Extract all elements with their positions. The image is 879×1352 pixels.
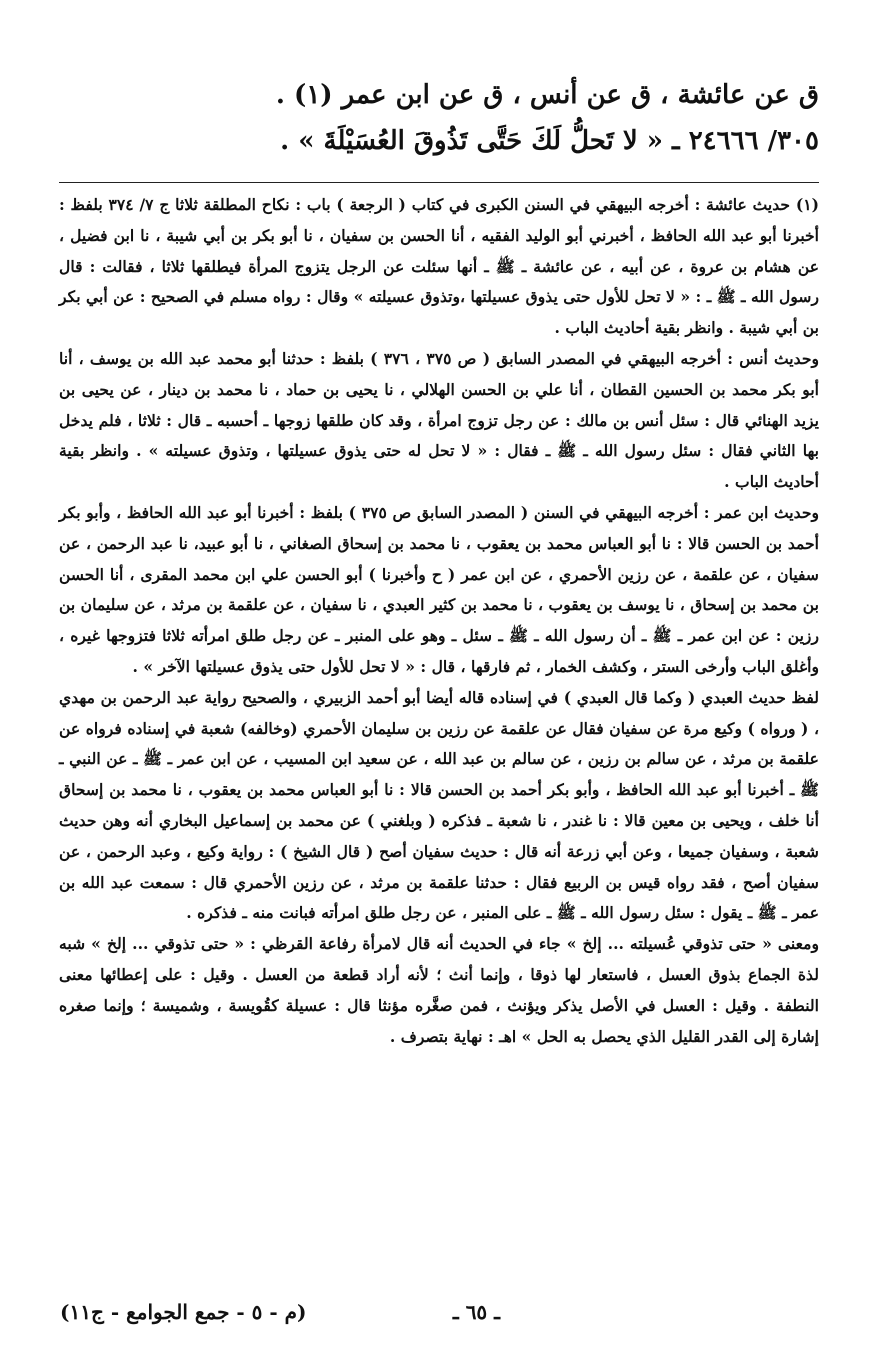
page-footer: [60, 1300, 820, 1340]
footnote-separator: [59, 182, 819, 183]
footnote-paragraph-abdi: لفظ حديث العبدي ( وكما قال العبدي ) في إسناده قاله أيضا أبو أحمد الزبيري ، والصحيح رواية عبد الرحمن بن مهدي ، ( ورواه ) وكيع مرة عن سفيان فقال عن علقمة عن رزين بن سليمان الأحمري (وخالفه) شعبة في إسناده فرواه عن علقمة بن مرثد ، عن سالم بن رزين ، عن سالم بن عبد الله ، عن سعيد ابن المسيب ، عن ابن عمر ـ ﷺ ـ عن النبي ـ ﷺ ـ أخبرنا أبو عبد الله الحافظ ، وأبو بكر أحمد بن الحسن قالا : نا أبو العباس محمد بن يعقوب ، نا محمد بن إسحاق أنا خلف ، ويحيى بن معين قالا : نا غندر ، نا شعبة ـ فذكره ( وبلغني ) عن محمد بن إسماعيل البخاري أنه وهن حديث شعبة ، وسفيان جميعا ، وعن أبي زرعة أنه قال : حديث سفيان أصح ( قال الشيخ ) : رواية وكيع ، وعبد الرحمن ، عن سفيان أصح ، فقد رواه قيس بن الربيع فقال : حدثنا علقمة بن مرثد ، عن رزين الأحمري قال : سمعت عبد الله بن عمر ـ ﷺ ـ يقول : سئل رسول الله ـ ﷺ ـ على المنبر ، عن رجل طلق امرأته فبانت منه ـ فذكره .: [59, 687, 819, 923]
hadith-text-line: ٣٠٥/ ٢٤٦٦٦ ـ « لا تَحلُّ لَكَ حَتَّى تَذُوقَ العُسَيْلَةَ » .: [280, 126, 819, 156]
footnote-paragraph-ibn-umar: وحديث ابن عمر : أخرجه البيهقي في السنن ( المصدر السابق ص ٣٧٥ ) بلفظ : أخبرنا أبو عبد الله الحافظ ، وأبو بكر أحمد بن الحسن قالا : نا أبو العباس محمد بن يعقوب ، نا محمد بن إسحاق الصغاني ، نا أبو عبيد، نا عبد الرحمن ، عن سفيان ، عن علقمة ، عن رزين الأحمري ، عن ابن عمر ( ح وأخبرنا ) أبو الحسن علي ابن محمد المقرى ، أنا الحسن بن محمد بن إسحاق ، نا يوسف بن يعقوب ، نا محمد بن كثير العبدي ، نا سفيان ، عن علقمة بن مرثد ، عن سليمان بن رزين : عن ابن عمر ـ ﷺ ـ أن رسول الله ـ ﷺ ـ سئل ـ وهو على المنبر ـ عن رجل طلق امرأته ثلاثا فتزوجها غيره ، وأغلق الباب وأرخى الستر ، وكشف الخمار ، ثم فارقها ، قال : « لا تحل للأول حتى يذوق عسيلتها الآخر » .: [59, 502, 820, 676]
footnote-paragraph-anas: وحديث أنس : أخرجه البيهقي في المصدر السابق ( ص ٣٧٥ ، ٣٧٦ ) بلفظ : حدثنا أبو محمد عبد الله بن يوسف ، أنا أبو بكر محمد بن الحسين القطان ، أنا علي بن الحسن الهلالي ، نا يحيى بن حماد ، نا محمد بن دينار ، عن يحيى بن يزيد الهنائي قال : سئل أنس بن مالك : عن رجل تزوج امرأة ، وقد كان طلقها زوجها ـ أحسبه ـ قال : ثلاثا ، فلم يدخل بها الثاني فقال : سئل رسول الله ـ ﷺ ـ فقال : « لا تحل له حتى يذوق عسيلتها ، وتذوق عسيلته » . وانظر بقية أحاديث الباب .: [59, 348, 819, 492]
footnote-paragraph-aisha: (١) حديث عائشة : أخرجه البيهقي في السنن الكبرى في كتاب ( الرجعة ) باب : نكاح المطلقة ثلاثا ج ٧/ ٣٧٤ بلفظ : أخبرنا أبو عبد الله الحافظ ، أخبرني أبو الوليد الفقيه ، أنا الحسن بن سفيان ، نا أبو بكر بن أبي شيبة ، نا ابن فضيل ، عن هشام بن عروة ، عن أبيه ، عن عائشة ـ ﷺ ـ أنها سئلت عن الرجل يتزوج المرأة فيطلقها ثلاثا ، فقالت : قال رسول الله ـ ﷺ ـ : « لا تحل للأول حتى يذوق عسيلتها ،وتذوق عسيلته » وقال : رواه مسلم في الصحيح : عن أبي بكر بن أبي شيبة . وانظر بقية أحاديث الباب .: [59, 195, 819, 338]
printer-signature: (م - ٥ - جمع الجوامع - ج١١): [60, 1300, 307, 1324]
footnote-block: [59, 190, 819, 1052]
footnote-paragraph-meaning: ومعنى « حتى تذوقي عُسيلته ... إلخ » جاء في الحديث أنه قال لامرأة رفاعة القرظي : « حتى تذوقي ... إلخ » شبه لذة الجماع بذوق العسل ، فاستعار لها ذوقا ، وإنما أنث ؛ لأنه أراد قطعة من العسل . وقيل : على إعطائها معنى النطفة . وقيل : العسل في الأصل يذكر ويؤنث ، فمن صغَّره مؤنثا قال : عسيلة كقُويسة ، وشميسة ؛ وإنما صغره إشارة إلى القدر القليل الذي يحصل به الحل » اهـ : نهاية بتصرف .: [59, 934, 819, 1046]
page-number: ـ ٦٥ ـ: [452, 1300, 500, 1324]
main-text-line-1: ق عن عائشة ، ق عن أنس ، ق عن ابن عمر (١) .: [275, 80, 819, 110]
main-text: [119, 72, 819, 164]
